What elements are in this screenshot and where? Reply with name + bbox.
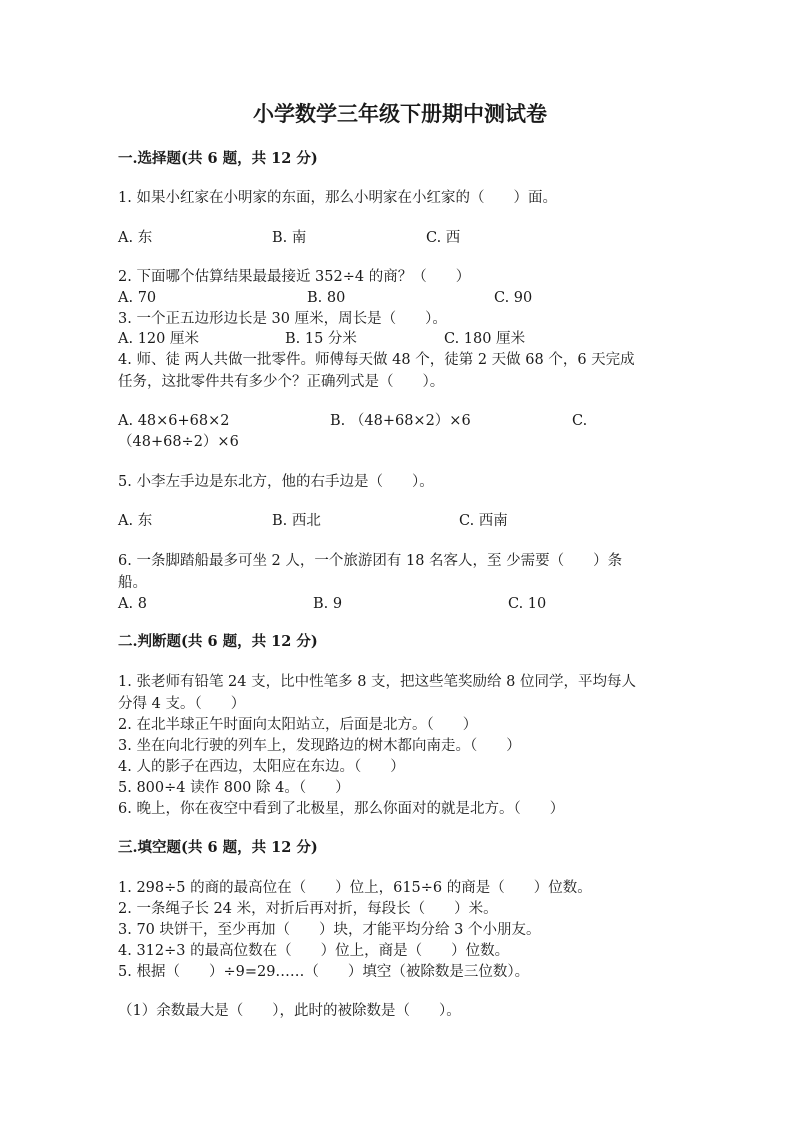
q1-6-stem-line2: 船。	[118, 575, 147, 591]
q1-1-option-a: A. 东	[118, 230, 153, 246]
q2-2: 2. 在北半球正午时面向太阳站立，后面是北方。（ ）	[118, 717, 478, 733]
q1-3-option-c: C. 180 厘米	[444, 331, 526, 347]
page-title: 小学数学三年级下册期中测试卷	[253, 101, 547, 126]
q3-1: 1. 298÷5 的商的最高位在（ ）位上，615÷6 的商是（ ）位数。	[118, 880, 592, 896]
q1-2-option-c: C. 90	[494, 290, 533, 306]
section-3-header: 三.填空题(共 6 题，共 12 分)	[118, 839, 318, 856]
q1-6-stem-line1: 6. 一条脚踏船最多可坐 2 人，一个旅游团有 18 名客人，至 少需要（ ）条	[118, 553, 623, 569]
q1-5-option-a: A. 东	[118, 513, 153, 529]
q1-1-option-b: B. 南	[272, 230, 307, 246]
q1-4-option-c-text: （48+68÷2）×6	[118, 434, 239, 450]
q1-5-option-c: C. 西南	[459, 513, 508, 529]
q1-5-stem: 5. 小李左手边是东北方，他的右手边是（ ）。	[118, 474, 434, 490]
q1-1-stem: 1. 如果小红家在小明家的东面，那么小明家在小红家的（ ）面。	[118, 190, 557, 206]
q1-4-option-c-label: C.	[572, 413, 588, 429]
q3-2: 2. 一条绳子长 24 米，对折后再对折，每段长（ ）米。	[118, 901, 498, 917]
q2-6: 6. 晚上，你在夜空中看到了北极星，那么你面对的就是北方。（ ）	[118, 801, 565, 817]
q2-1-line1: 1. 张老师有铅笔 24 支，比中性笔多 8 支，把这些笔奖励给 8 位同学，平均每人	[118, 674, 636, 690]
q1-4-option-a: A. 48×6+68×2	[118, 413, 230, 429]
q1-4-stem-line2: 任务，这批零件共有多少个？正确列式是（ ）。	[118, 374, 445, 390]
q1-3-stem: 3. 一个正五边形边长是 30 厘米，周长是（ ）。	[118, 311, 447, 327]
q1-5-option-b: B. 西北	[272, 513, 321, 529]
q1-6-option-c: C. 10	[508, 596, 547, 612]
section-2-header: 二.判断题(共 6 题，共 12 分)	[118, 633, 318, 650]
q2-3: 3. 坐在向北行驶的列车上，发现路边的树木都向南走。（ ）	[118, 738, 521, 754]
q2-1-line2: 分得 4 支。（ ）	[118, 696, 246, 712]
q1-3-option-a: A. 120 厘米	[118, 331, 199, 347]
q1-4-stem-line1: 4. 师、徒 两人共做一批零件。师傅每天做 48 个，徒第 2 天做 68 个，6 天完成	[118, 352, 635, 368]
q1-2-option-b: B. 80	[307, 290, 346, 306]
q3-4: 4. 312÷3 的最高位数在（ ）位上，商是（ ）位数。	[118, 943, 510, 959]
section-1-header: 一.选择题(共 6 题，共 12 分)	[118, 150, 318, 167]
q1-4-option-b: B. （48+68×2）×6	[330, 413, 471, 429]
q1-2-option-a: A. 70	[118, 290, 157, 306]
q2-4: 4. 人的影子在西边，太阳应在东边。（ ）	[118, 759, 405, 775]
q2-5: 5. 800÷4 读作 800 除 4。（ ）	[118, 780, 350, 796]
q1-3-option-b: B. 15 分米	[285, 331, 357, 347]
q1-2-stem: 2. 下面哪个估算结果最最接近 352÷4 的商？（ ）	[118, 269, 471, 285]
q1-6-option-a: A. 8	[118, 596, 147, 612]
q3-3: 3. 70 块饼干，至少再加（ ）块，才能平均分给 3 个小朋友。	[118, 922, 541, 938]
q3-5-sub1: （1）余数最大是（ ），此时的被除数是（ ）。	[118, 1003, 461, 1019]
q3-5: 5. 根据（ ）÷9=29……（ ）填空（被除数是三位数）。	[118, 964, 530, 980]
q1-1-option-c: C. 西	[426, 230, 461, 246]
q1-6-option-b: B. 9	[313, 596, 343, 612]
